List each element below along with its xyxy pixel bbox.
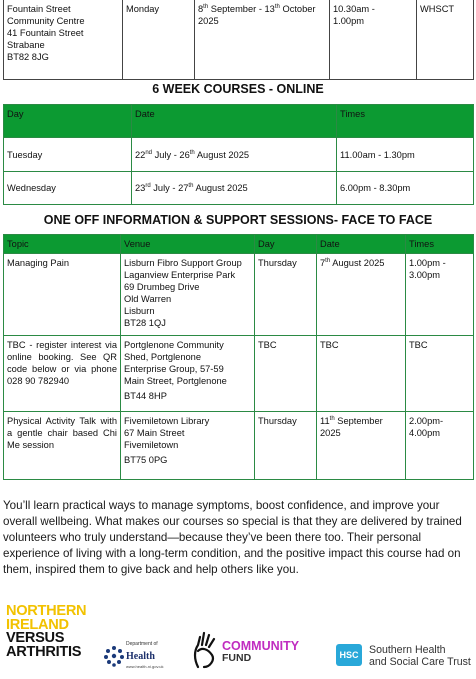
- venue-line: Fountain Street: [7, 4, 71, 14]
- time-cell: 10.30am - 1.00pm: [330, 0, 417, 80]
- date-cell: 11th September 2025: [317, 412, 406, 480]
- doh-url-label: www.health-ni.gov.uk: [126, 664, 164, 669]
- day-cell: Thursday: [255, 412, 317, 480]
- header-topic: Topic: [4, 235, 121, 254]
- table-row: [4, 412, 474, 480]
- community-fund-hand-icon: [190, 629, 220, 669]
- day-cell: TBC: [255, 336, 317, 412]
- day-cell: Tuesday: [4, 138, 132, 172]
- community-fund-subtitle: FUND: [222, 652, 252, 664]
- versus-arthritis-logo: NORTHERN IRELAND VERSUS ARTHRITIS: [6, 603, 87, 660]
- venue-line: Community Centre: [7, 16, 85, 26]
- description-paragraph: You’ll learn practical ways to manage symptoms, boost confidence, and improve your overall wellbeing. What makes our courses so special is that they are delivered by trained volunteers who truly understand—because they’ve been there too. Their personal experience of living with a long-term condition, and the positive impact this course had on them, inspired them to give back and help others like you.: [3, 499, 462, 577]
- venue-cell: Fivemiletown Library 67 Main Street Fivemiletown BT75 0PG: [121, 412, 255, 480]
- date-cell: TBC: [317, 336, 406, 412]
- topic-cell: TBC - register interest via online booking. See QR code below or via phone 028 90 782940: [4, 336, 121, 412]
- header-day: Day: [255, 235, 317, 254]
- day-cell: Monday: [123, 0, 195, 80]
- face-to-face-sessions-table: [3, 234, 474, 480]
- header-venue: Venue: [121, 235, 255, 254]
- header-date: Date: [317, 235, 406, 254]
- time-cell: 2.00pm- 4.00pm: [406, 412, 474, 480]
- topic-cell: Managing Pain: [4, 254, 121, 336]
- venue-line: BT82 8JG: [7, 52, 49, 62]
- date-cell: 23rd July - 27th August 2025: [132, 172, 337, 205]
- venue-line: Strabane: [7, 40, 45, 50]
- table-row: [4, 254, 474, 336]
- venue-table-continued: [3, 0, 474, 80]
- section-title-online: 6 WEEK COURSES - ONLINE: [152, 82, 324, 96]
- header-times: Times: [406, 235, 474, 254]
- table-row: [4, 138, 474, 172]
- header-date: Date: [132, 105, 337, 138]
- time-cell: 6.00pm - 8.30pm: [337, 172, 474, 205]
- venue-cell: Lisburn Fibro Support Group Laganview Enterprise Park 69 Drumbeg Drive Old Warren Lisburn BT28 1QJ: [121, 254, 255, 336]
- trust-cell: WHSCT: [417, 0, 474, 80]
- header-day: Day: [4, 105, 132, 138]
- doh-health-label: Health: [126, 651, 155, 662]
- day-cell: Wednesday: [4, 172, 132, 205]
- doh-small-label: Department of: [126, 641, 158, 647]
- time-cell: 11.00am - 1.30pm: [337, 138, 474, 172]
- partner-logos: [0, 605, 476, 679]
- time-cell: TBC: [406, 336, 474, 412]
- table-header-row: [4, 105, 474, 138]
- table-row: [4, 0, 474, 80]
- hsc-logo-icon: HSC: [336, 644, 362, 666]
- date-cell: 7th August 2025: [317, 254, 406, 336]
- day-cell: Thursday: [255, 254, 317, 336]
- date-cell: 22nd July - 26th August 2025: [132, 138, 337, 172]
- venue-line: 41 Fountain Street: [7, 28, 84, 38]
- community-fund-title: COMMUNITY: [222, 639, 300, 653]
- table-header-row: [4, 235, 474, 254]
- venue-cell: Portglenone Community Shed, Portglenone Enterprise Group, 57-59 Main Street, Portglenone BT44 8HP: [121, 336, 255, 412]
- topic-cell: Physical Activity Talk with a gentle chair based Chi Me session: [4, 412, 121, 480]
- table-row: [4, 336, 474, 412]
- header-times: Times: [337, 105, 474, 138]
- date-cell: 8th September - 13th October 2025: [195, 0, 330, 80]
- table-row: [4, 172, 474, 205]
- time-cell: 1.00pm - 3.00pm: [406, 254, 474, 336]
- department-of-health-logo-icon: [103, 645, 125, 667]
- venue-cell: [4, 0, 123, 80]
- section-title-face-to-face: ONE OFF INFORMATION & SUPPORT SESSIONS- FACE TO FACE: [43, 213, 433, 227]
- southern-trust-name: Southern Health and Social Care Trust: [369, 644, 471, 669]
- online-courses-table: [3, 104, 474, 205]
